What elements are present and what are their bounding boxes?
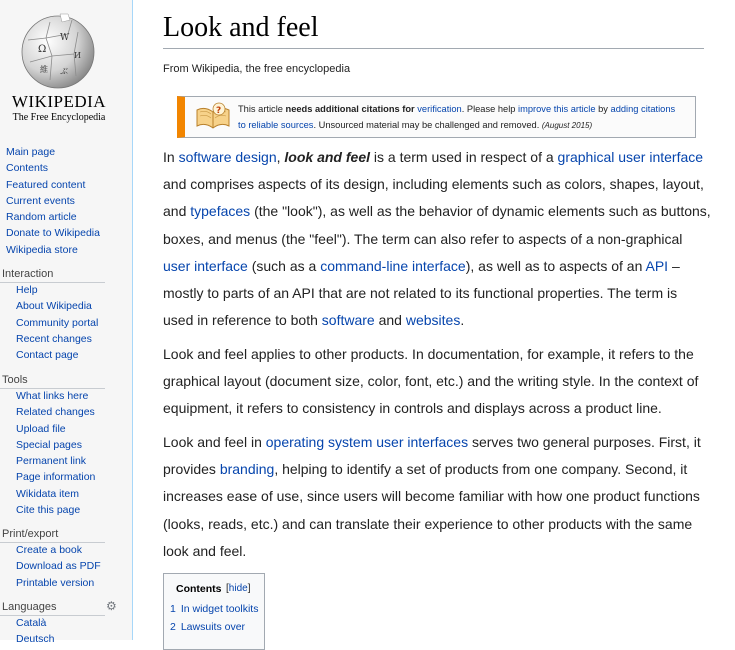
reliable-sources-link[interactable]: to reliable sources (238, 120, 314, 130)
sidebar-item-about-wikipedia[interactable]: About Wikipedia (16, 300, 92, 313)
sidebar-item (0, 242, 132, 258)
sidebar-item (0, 421, 132, 437)
toc-item-link[interactable]: Lawsuits over (180, 621, 246, 633)
sidebar-item (0, 331, 132, 347)
paragraph-text: ), as well as to aspects of an (465, 257, 646, 274)
paragraph-os-interfaces (163, 429, 711, 565)
sidebar-item (0, 453, 132, 469)
sidebar-item (0, 486, 132, 502)
paragraph-text: Look and feel in (163, 434, 266, 450)
sidebar-item-download-as-pdf[interactable]: Download as PDF (16, 560, 101, 573)
title-divider (163, 48, 704, 49)
sidebar-item (0, 631, 132, 647)
notice-text (238, 101, 688, 134)
sidebar-item (0, 193, 132, 209)
paragraph-intro (163, 144, 711, 334)
sidebar-item-cite-this-page[interactable]: Cite this page (16, 504, 81, 517)
gear-icon[interactable]: ⚙ (106, 599, 117, 613)
sidebar-item (0, 615, 132, 631)
sidebar-item (0, 502, 132, 518)
sidebar-item-featured-content[interactable]: Featured content (6, 178, 86, 191)
sidebar-item (0, 144, 132, 160)
sidebar-item-help[interactable]: Help (16, 284, 38, 296)
notice-text-part: . Please help (461, 104, 519, 114)
paragraph-text: In (163, 149, 179, 165)
verification-link[interactable]: verification (417, 104, 462, 114)
sidebar-item (0, 347, 132, 363)
link-typefaces[interactable]: typefaces (190, 203, 251, 220)
sidebar-item-special-pages[interactable]: Special pages (16, 438, 82, 451)
logo-wordmark: WIKIPEDIA (11, 92, 107, 111)
sidebar-item (0, 404, 132, 420)
svg-text:W: W (60, 33, 70, 43)
sidebar-item (0, 575, 132, 591)
notice-text-part: This article (238, 104, 286, 114)
link-branding[interactable]: branding (219, 461, 275, 478)
tools-portlet (0, 372, 132, 518)
portlet-heading: Languages (2, 601, 57, 613)
sidebar-item-printable-version[interactable]: Printable version (16, 576, 95, 589)
svg-text:?: ? (216, 106, 222, 116)
sidebar-item (0, 225, 132, 241)
sidebar-item (0, 160, 132, 176)
sidebar-item (0, 542, 132, 558)
sidebar-item (0, 298, 132, 314)
paragraph-text: . (460, 312, 465, 329)
paragraph-text: – mostly to parts of an API that are not related to its functional properties. The term is used in reference to both (163, 257, 680, 329)
term-emphasis: look and feel (284, 149, 370, 165)
logo-tagline: The Free Encyclopedia (12, 112, 106, 123)
portlet-divider (0, 388, 105, 389)
wikipedia-logo[interactable] (0, 0, 132, 130)
sidebar-item-permanent-link[interactable]: Permanent link (16, 455, 87, 468)
paragraph-text: (the "look"), as well as the behavior of dynamic elements such as buttons, boxes, and menus (the "feel"). The term can also refer to aspects of a non-graphical (163, 203, 711, 247)
notice-emphasis: needs additional citations for (285, 104, 418, 114)
toc-hide-link[interactable]: hide (228, 583, 248, 594)
improve-article-link[interactable]: improve this article (518, 104, 596, 114)
paragraph-text: , (276, 149, 285, 165)
adding-citations-link[interactable]: adding citations (610, 104, 676, 114)
sidebar-item (0, 315, 132, 331)
sidebar-item-create-a-book[interactable]: Create a book (16, 544, 82, 556)
sidebar-item-current-events[interactable]: Current events (6, 194, 75, 207)
notice-text-part: by (595, 104, 611, 114)
sidebar-item-wikidata-item[interactable]: Wikidata item (16, 487, 80, 500)
sidebar-item-contents[interactable]: Contents (6, 162, 49, 175)
portlet-divider (0, 542, 105, 543)
paragraph-text: and comprises aspects of its design, including elements such as colors, shapes, layout, and (163, 176, 704, 220)
sidebar-item-what-links-here[interactable]: What links here (16, 390, 89, 402)
link-command-line-interface[interactable]: command-line interface (320, 257, 466, 274)
portlet-divider (0, 282, 105, 283)
link-operating-system-user-interfaces[interactable]: operating system user interfaces (265, 434, 469, 450)
sidebar-item-recent-changes[interactable]: Recent changes (16, 332, 92, 345)
paragraph-text: Look and feel applies to other products. In documentation, for example, it refers to the graphical layout (document size, color, font, etc.) and the writing style. In the context of equipment, it refers to consistency in controls and displays across a product line. (163, 346, 699, 417)
sidebar-item (0, 177, 132, 193)
paragraph-products (163, 341, 711, 423)
toc-item-number: 2 (170, 621, 176, 633)
link-graphical-user-interface[interactable]: graphical user interface (557, 149, 704, 165)
sidebar-item (0, 469, 132, 485)
sidebar-item (0, 388, 132, 404)
toc-hide-toggle[interactable]: [hide] (226, 583, 251, 594)
toc-item[interactable] (170, 603, 258, 615)
paragraph-text: , helping to identify a set of products from one company. Second, it increases ease of use, since users will become familiar with how one product functions (looks, reads, etc.) and can translate their experience to other products with the same look and feel. (163, 461, 700, 559)
table-of-contents (163, 573, 265, 650)
toc-item-number: 1 (170, 603, 176, 615)
portlet-heading: Tools (2, 374, 28, 386)
sidebar (0, 0, 132, 646)
link-user-interface[interactable]: user interface (163, 257, 248, 274)
sidebar-item (0, 558, 132, 574)
sidebar-item-main-page[interactable]: Main page (6, 146, 56, 158)
article-content (132, 0, 735, 640)
sidebar-item-related-changes[interactable]: Related changes (16, 406, 95, 419)
toc-item-link[interactable]: In widget toolkits (180, 603, 259, 615)
svg-text:И: И (74, 51, 81, 60)
sidebar-item-upload-file[interactable]: Upload file (16, 422, 66, 435)
sidebar-item (0, 209, 132, 225)
paragraph-text: is a term used in respect of a (370, 149, 558, 165)
link-software-design[interactable]: software design (178, 149, 277, 165)
sidebar-item-page-information[interactable]: Page information (16, 471, 96, 484)
citation-needed-notice (177, 96, 696, 138)
paragraph-text: and (374, 312, 406, 329)
svg-text:維: 維 (40, 65, 48, 74)
toc-item[interactable] (170, 621, 245, 633)
site-subtitle: From Wikipedia, the free encyclopedia (163, 63, 351, 75)
open-book-question-icon (195, 102, 231, 130)
sidebar-item-deutsch[interactable]: Deutsch (16, 633, 55, 646)
portlet-heading: Print/export (2, 528, 59, 540)
link-websites[interactable]: websites (405, 312, 461, 329)
paragraph-text: serves two general purposes. First, it provides (163, 434, 701, 478)
toc-title: Contents (176, 583, 222, 595)
portlet-heading: Interaction (2, 268, 54, 280)
sidebar-item-contact-page[interactable]: Contact page (16, 349, 79, 362)
sidebar-item (0, 282, 132, 298)
link-software[interactable]: software (321, 312, 375, 329)
svg-text:Ω: Ω (38, 44, 47, 55)
notice-text-part: . Unsourced material may be challenged and removed. (313, 120, 542, 130)
svg-text:ぶ: ぶ (60, 67, 68, 76)
sidebar-item-catal[interactable]: Català (16, 617, 47, 629)
sidebar-item-community-portal[interactable]: Community portal (16, 316, 99, 329)
main-navigation (0, 144, 132, 258)
notice-date: (August 2015) (541, 121, 593, 130)
sidebar-item (0, 437, 132, 453)
sidebar-item-wikipedia-store[interactable]: Wikipedia store (6, 243, 78, 256)
page-title: Look and feel (163, 12, 319, 43)
puzzle-globe-icon (16, 10, 100, 90)
print-export-portlet (0, 526, 132, 591)
interaction-portlet (0, 266, 132, 363)
portlet-divider (0, 615, 105, 616)
sidebar-item-donate-to-wikipedia[interactable]: Donate to Wikipedia (6, 227, 100, 240)
paragraph-text: (such as a (247, 257, 321, 274)
link-api[interactable]: API (645, 257, 669, 274)
sidebar-item-random-article[interactable]: Random article (6, 211, 77, 224)
